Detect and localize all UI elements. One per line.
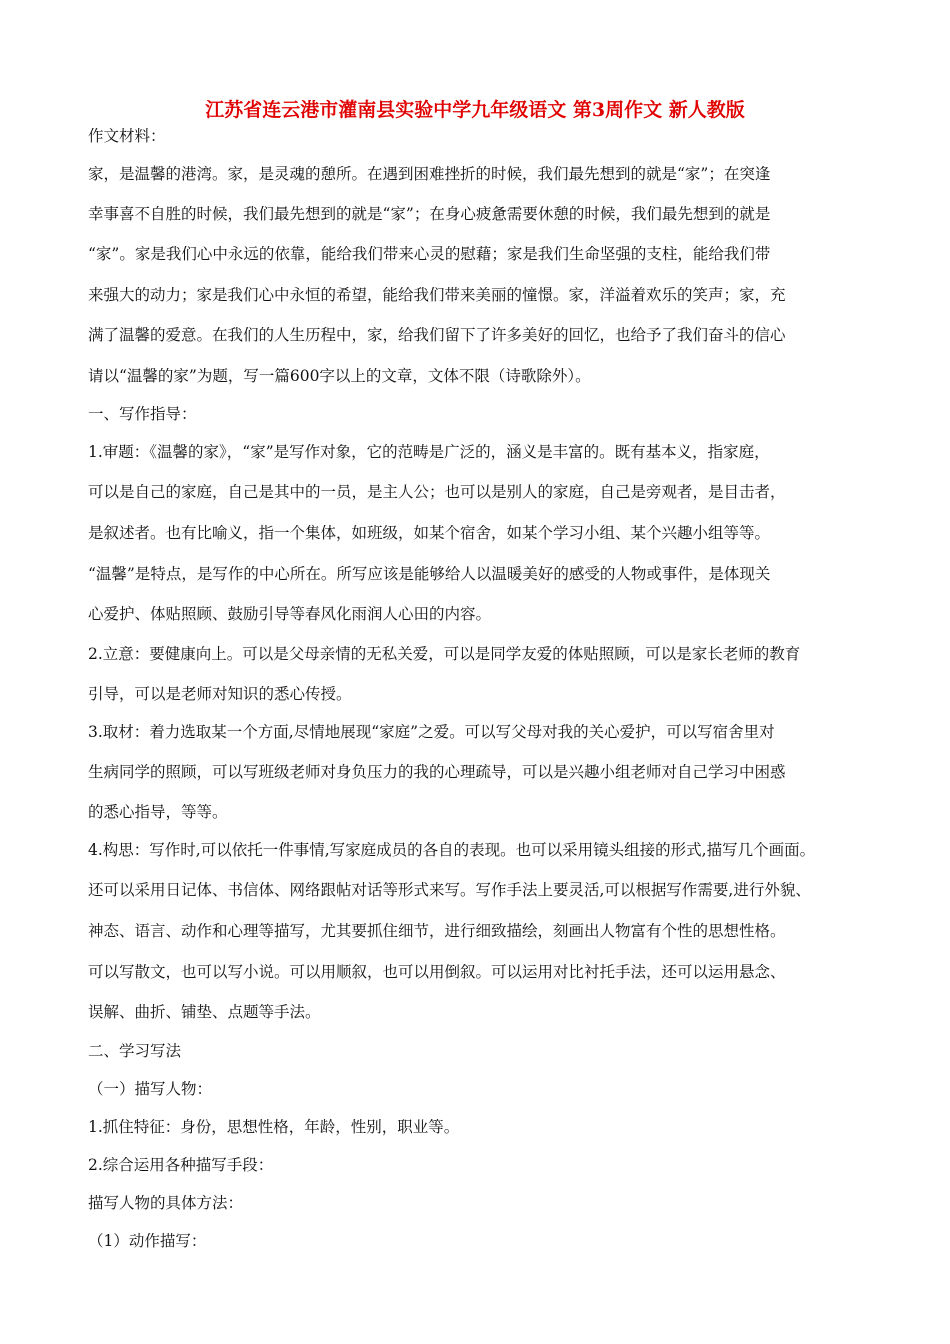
paragraph-line: 家，是温馨的港湾。家，是灵魂的憩所。在遇到困难挫折的时候，我们最先想到的就是“家”；在突逢 xyxy=(88,165,771,183)
paragraph-line: 的悉心指导，等等。 xyxy=(88,803,228,821)
subsection-heading: （1）动作描写： xyxy=(88,1232,207,1250)
paragraph-line: 1.审题：《温馨的家》，“家”是写作对象，它的范畴是广泛的，涵义是丰富的。既有基本义，指家庭， xyxy=(88,443,770,461)
paragraph-line: 描写人物的具体方法： xyxy=(88,1194,244,1212)
paragraph-line: 1.抓住特征：身份，思想性格，年龄，性别，职业等。 xyxy=(88,1118,460,1136)
section-heading: 一、写作指导： xyxy=(88,405,197,423)
paragraph-line: 满了温馨的爱意。在我们的人生历程中，家，给我们留下了许多美好的回忆，也给予了我们奋斗的信心 xyxy=(88,326,786,344)
paragraph-line: 2.综合运用各种描写手段： xyxy=(88,1156,274,1174)
paragraph-line: 2.立意：要健康向上。可以是父母亲情的无私关爱，可以是同学友爱的体贴照顾，可以是家长老师的教育 xyxy=(88,645,801,663)
section-heading: 二、学习写法 xyxy=(88,1042,182,1060)
paragraph-line: 可以是自己的家庭，自己是其中的一员，是主人公；也可以是别人的家庭，自己是旁观者，是目击者， xyxy=(88,483,786,501)
paragraph-line: 是叙述者。也有比喻义，指一个集体，如班级，如某个宿舍，如某个学习小组、某个兴趣小组等等。 xyxy=(88,524,771,542)
paragraph-line: 来强大的动力；家是我们心中永恒的希望，能给我们带来美丽的憧憬。家，洋溢着欢乐的笑声；家，充 xyxy=(88,286,786,304)
paragraph-line: 神态、语言、动作和心理等描写，尤其要抓住细节，进行细致描绘，刻画出人物富有个性的思想性格。 xyxy=(88,922,786,940)
paragraph-line: “家”。家是我们心中永远的依靠，能给我们带来心灵的慰藉；家是我们生命坚强的支柱，能给我们带 xyxy=(88,245,771,263)
paragraph-line: 幸事喜不自胜的时候，我们最先想到的就是“家”；在身心疲惫需要休憩的时候，我们最先想到的就是 xyxy=(88,205,771,223)
paragraph-line: 生病同学的照顾，可以写班级老师对身负压力的我的心理疏导，可以是兴趣小组老师对自己学习中困惑 xyxy=(88,763,786,781)
document-title: 江苏省连云港市灌南县实验中学九年级语文 第3周作文 新人教版 xyxy=(205,99,745,121)
subsection-heading: （一）描写人物： xyxy=(88,1080,213,1098)
paragraph-line: 4.构思：写作时,可以依托一件事情,写家庭成员的各自的表现。也可以采用镜头组接的形式,描写几个画面。 xyxy=(88,841,816,859)
paragraph-line: 误解、曲折、铺垫、点题等手法。 xyxy=(88,1003,321,1021)
paragraph-line: 3.取材：着力选取某一个方面,尽情地展现“家庭”之爱。可以写父母对我的关心爱护，可以写宿舍里对 xyxy=(88,723,775,741)
paragraph-line: 还可以采用日记体、书信体、网络跟帖对话等形式来写。写作手法上要灵活,可以根据写作需要,进行外貌、 xyxy=(88,881,811,899)
paragraph-line: 引导，可以是老师对知识的悉心传授。 xyxy=(88,685,352,703)
paragraph-line: 请以“温馨的家”为题，写一篇600字以上的文章，文体不限（诗歌除外）。 xyxy=(88,367,591,385)
paragraph-line: “温馨”是特点，是写作的中心所在。所写应该是能够给人以温暖美好的感受的人物或事件，是体现关 xyxy=(88,565,771,583)
paragraph-line: 可以写散文，也可以写小说。可以用顺叙，也可以用倒叙。可以运用对比衬托手法，还可以运用悬念、 xyxy=(88,963,786,981)
paragraph-line: 心爱护、体贴照顾、鼓励引导等春风化雨润人心田的内容。 xyxy=(88,605,492,623)
material-heading: 作文材料： xyxy=(88,127,166,145)
